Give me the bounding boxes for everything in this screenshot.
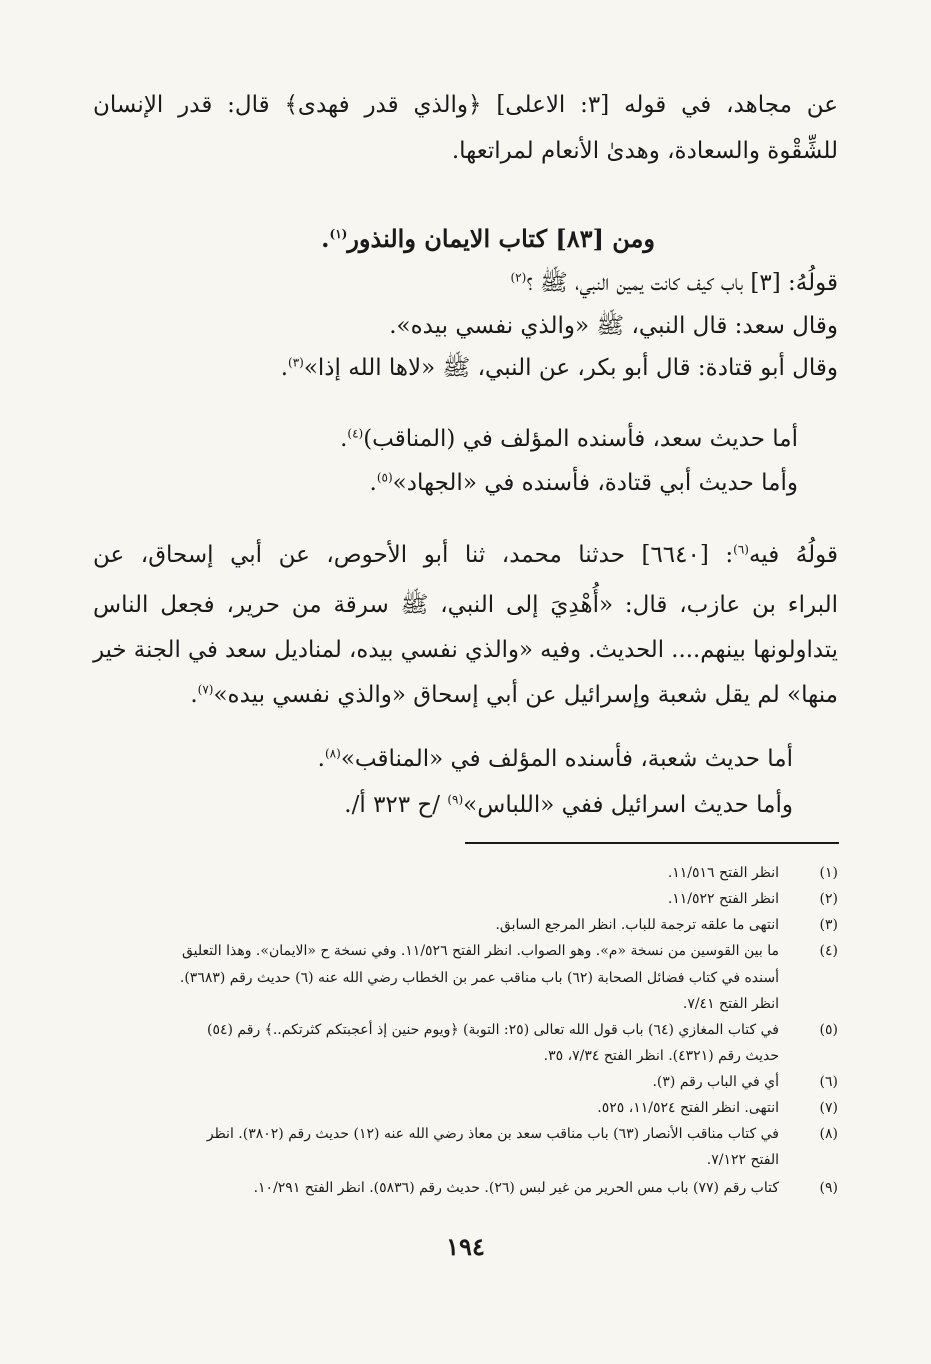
footnote-text: في كتاب المغازي (٦٤) باب قول الله تعالى (٢٥: التوبة) ﴿ويوم حنين إذ أعجبتكم كثرتكم..﴾ رقم (٥٤)	[207, 1022, 779, 1038]
line-text: وقال سعد: قال النبي، ﷺ «والذي نفسي بيده».	[389, 313, 838, 339]
footnote-text: أي في الباب رقم (٣).	[652, 1074, 779, 1090]
footnote-ref: (٨)	[324, 746, 341, 761]
footnote-number: (٦)	[819, 1074, 838, 1090]
footnote-number: (٢)	[819, 891, 838, 907]
footnote-text: كتاب رقم (٧٧) باب مس الحرير من غير لبس (٢٦). حديث رقم (٥٨٣٦). انظر الفتح ١٠/٢٩١.	[253, 1180, 779, 1196]
footnote-ref: (٢)	[510, 270, 527, 285]
body-line: يتداولونها بينهم.... الحديث. وفيه «والذي نفسي بيده، لمناديل سعد في الجنة خير	[93, 637, 839, 663]
footnote-number: (٨)	[819, 1126, 838, 1142]
footnote-text: انظر الفتح ٧/٤١.	[682, 996, 779, 1012]
line-text: قولُهُ: [٣] باب كيف كانت يمين النبي، ﷺ ؟	[526, 270, 838, 296]
footnote-text: انتهى. انظر الفتح ١١/٥٢٤، ٥٢٥.	[597, 1100, 779, 1116]
footnote-text: حديث رقم (٤٣٢١). انظر الفتح ٧/٣٤، ٣٥.	[543, 1048, 779, 1064]
body-line	[370, 468, 798, 498]
footnote-number: (٣)	[819, 917, 838, 933]
body-line	[93, 540, 838, 570]
footnote-text: انتهى ما علقه ترجمة للباب. انظر المرجع السابق.	[495, 917, 779, 933]
line-text: وأما حديث أبي قتادة، فأسنده في «الجهاد»	[392, 470, 798, 496]
footnote-ref: (٦)	[733, 542, 749, 557]
footnote-number: (٥)	[819, 1022, 838, 1038]
footnote-text: ما بين القوسين من نسخة «م». وهو الصواب. انظر الفتح ١١/٥٢٦. وفي نسخة ح «الايمان». وهذا التعليق	[181, 943, 779, 959]
footnote-text: انظر الفتح ١١/٥٢٢.	[667, 891, 779, 907]
footnote-ref: (٧)	[197, 682, 214, 697]
line-end: .	[340, 426, 348, 452]
heading-end: .	[321, 224, 330, 253]
line-text: وأما حديث اسرائيل ففي «اللباس»	[463, 792, 793, 818]
footnote-text: أسنده في كتاب فضائل الصحابة (٦٢) باب مناقب عمر بن الخطاب رضي الله عنه (٦) حديث رقم (٣٦٨٣).	[179, 970, 779, 986]
line-text: أما حديث سعد، فأسنده المؤلف في (المناقب)	[363, 426, 798, 452]
line-text: : [٦٦٤٠] حدثنا محمد، ثنا أبو الأحوص، عن أبي إسحاق، عن	[93, 542, 734, 568]
footnote-divider	[465, 842, 839, 844]
footnote-number: (٤)	[819, 943, 838, 959]
line-end: .	[190, 682, 198, 708]
page-number: ١٩٤	[446, 1232, 485, 1261]
footnote-ref: (٥)	[376, 470, 393, 485]
line-text: قولُهُ فيه	[748, 542, 838, 568]
footnote-ref: (١)	[329, 227, 348, 241]
footnote-number: (١)	[819, 865, 838, 881]
line-end: .	[369, 470, 377, 496]
line-end: .	[280, 355, 289, 381]
body-line	[340, 424, 798, 454]
footnote-ref: (٩)	[447, 792, 464, 807]
line-text: أما حديث شعبة، فأسنده المؤلف في «المناقب»	[340, 746, 793, 772]
body-line: البراء بن عازب، قال: «أُهْدِيَ إلى النبي، ﷺ سرقة من حرير، فجعل الناس	[93, 592, 838, 618]
line-text: منها» لم يقل شعبة وإسرائيل عن أبي إسحاق «والذي نفسي بيده»	[213, 682, 838, 708]
body-line	[281, 353, 838, 383]
footnote-number: (٧)	[819, 1100, 838, 1116]
footnote-ref: (٣)	[288, 355, 304, 370]
body-line	[389, 311, 838, 341]
heading-text: ومن [٨٣] كتاب الايمان والنذور	[347, 224, 655, 253]
body-line	[190, 680, 838, 710]
section-heading	[321, 224, 655, 253]
body-line: للشِّقْوة والسعادة، وهدىٰ الأنعام لمراتعها.	[451, 138, 838, 164]
body-line	[510, 268, 838, 298]
footnote-text: في كتاب مناقب الأنصار (٦٣) باب مناقب سعد بن معاذ رضي الله عنه (١٢) حديث رقم (٣٨٠٢). انظر	[206, 1126, 779, 1142]
footnote-text: انظر الفتح ١١/٥١٦.	[667, 865, 779, 881]
body-line: عن مجاهد، في قوله [٣: الاعلى] ﴿والذي قدر فهدى﴾ قال: قدر الإنسان	[93, 92, 838, 118]
footnote-text: الفتح ٧/١٢٢.	[706, 1152, 779, 1168]
line-end: /ح ٣٢٣ أ/.	[344, 792, 448, 818]
body-line	[318, 744, 793, 774]
line-text: وقال أبو قتادة: قال أبو بكر، عن النبي، ﷺ «لاها الله إذا»	[303, 355, 838, 381]
line-end: .	[317, 746, 325, 772]
footnote-ref: (٤)	[347, 426, 364, 441]
footnote-number: (٩)	[819, 1180, 838, 1196]
body-line	[344, 790, 793, 820]
